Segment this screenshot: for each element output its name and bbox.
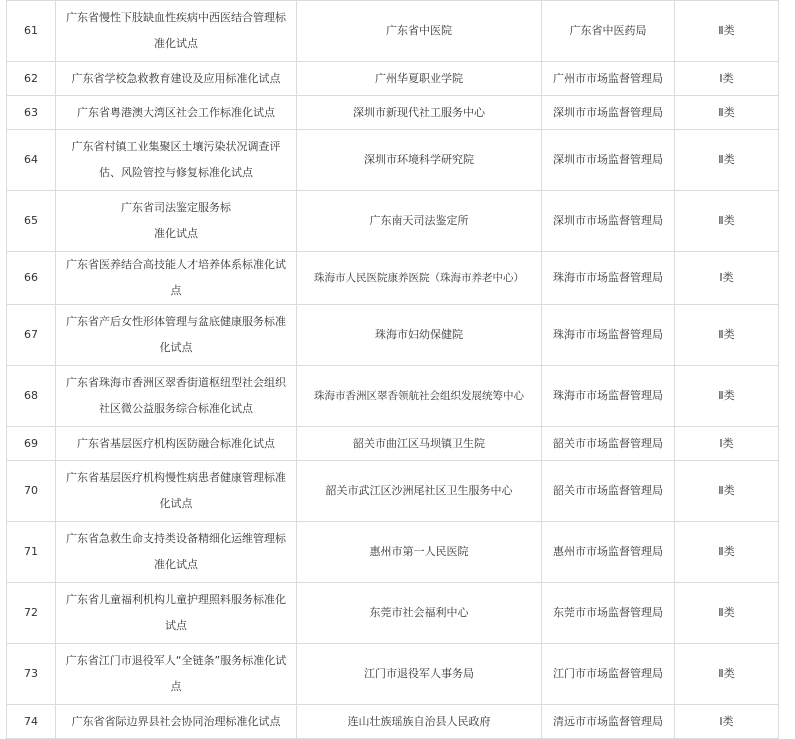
row-number: 65 bbox=[7, 191, 56, 252]
project-name: 广东省基层医疗机构医防融合标准化试点 bbox=[56, 427, 297, 461]
undertaking-unit: 连山壮族瑶族自治县人民政府 bbox=[297, 705, 542, 739]
pilot-projects-table bbox=[6, 0, 779, 739]
project-name: 广东省珠海市香洲区翠香街道枢纽型社会组织社区微公益服务综合标准化试点 bbox=[56, 366, 297, 427]
pilot-category: Ⅱ类 bbox=[675, 96, 779, 130]
pilot-category: Ⅰ类 bbox=[675, 427, 779, 461]
competent-authority: 韶关市市场监督管理局 bbox=[542, 461, 675, 522]
pilot-category: Ⅱ类 bbox=[675, 461, 779, 522]
row-number: 63 bbox=[7, 96, 56, 130]
project-name: 广东省学校急救教育建设及应用标准化试点 bbox=[56, 62, 297, 96]
row-number: 67 bbox=[7, 305, 56, 366]
project-name: 广东省医养结合高技能人才培养体系标准化试点 bbox=[56, 252, 297, 305]
project-name: 广东省村镇工业集聚区土壤污染状况调查评估、风险管控与修复标准化试点 bbox=[56, 130, 297, 191]
competent-authority: 珠海市市场监督管理局 bbox=[542, 366, 675, 427]
project-name: 广东省基层医疗机构慢性病患者健康管理标准化试点 bbox=[56, 461, 297, 522]
project-name: 广东省儿童福利机构儿童护理照料服务标准化试点 bbox=[56, 583, 297, 644]
pilot-category: Ⅰ类 bbox=[675, 62, 779, 96]
pilot-category: Ⅰ类 bbox=[675, 252, 779, 305]
row-number: 74 bbox=[7, 705, 56, 739]
pilot-category: Ⅱ类 bbox=[675, 1, 779, 62]
competent-authority: 惠州市市场监督管理局 bbox=[542, 522, 675, 583]
row-number: 73 bbox=[7, 644, 56, 705]
table-row bbox=[7, 583, 779, 644]
pilot-category: Ⅱ类 bbox=[675, 366, 779, 427]
competent-authority: 广州市市场监督管理局 bbox=[542, 62, 675, 96]
undertaking-unit: 韶关市武江区沙洲尾社区卫生服务中心 bbox=[297, 461, 542, 522]
row-number: 69 bbox=[7, 427, 56, 461]
pilot-category: Ⅱ类 bbox=[675, 583, 779, 644]
undertaking-unit: 珠海市香洲区翠香领航社会组织发展统筹中心 bbox=[297, 366, 542, 427]
project-name: 广东省产后女性形体管理与盆底健康服务标准化试点 bbox=[56, 305, 297, 366]
row-number: 71 bbox=[7, 522, 56, 583]
pilot-category: Ⅰ类 bbox=[675, 705, 779, 739]
undertaking-unit: 广东省中医院 bbox=[297, 1, 542, 62]
table-row bbox=[7, 644, 779, 705]
undertaking-unit: 珠海市人民医院康养医院（珠海市养老中心） bbox=[297, 252, 542, 305]
pilot-category: Ⅱ类 bbox=[675, 305, 779, 366]
table-row bbox=[7, 130, 779, 191]
competent-authority: 江门市市场监督管理局 bbox=[542, 644, 675, 705]
table-row bbox=[7, 96, 779, 130]
row-number: 62 bbox=[7, 62, 56, 96]
pilot-category: Ⅱ类 bbox=[675, 644, 779, 705]
competent-authority: 深圳市市场监督管理局 bbox=[542, 96, 675, 130]
table-row bbox=[7, 522, 779, 583]
competent-authority: 珠海市市场监督管理局 bbox=[542, 305, 675, 366]
row-number: 70 bbox=[7, 461, 56, 522]
row-number: 64 bbox=[7, 130, 56, 191]
competent-authority: 东莞市市场监督管理局 bbox=[542, 583, 675, 644]
competent-authority: 珠海市市场监督管理局 bbox=[542, 252, 675, 305]
undertaking-unit: 东莞市社会福利中心 bbox=[297, 583, 542, 644]
row-number: 61 bbox=[7, 1, 56, 62]
competent-authority: 深圳市市场监督管理局 bbox=[542, 130, 675, 191]
competent-authority: 清远市市场监督管理局 bbox=[542, 705, 675, 739]
competent-authority: 深圳市市场监督管理局 bbox=[542, 191, 675, 252]
table-row bbox=[7, 705, 779, 739]
undertaking-unit: 韶关市曲江区马坝镇卫生院 bbox=[297, 427, 542, 461]
table-row bbox=[7, 191, 779, 252]
project-name: 广东省江门市退役军人“全链条”服务标准化试点 bbox=[56, 644, 297, 705]
project-name: 广东省粤港澳大湾区社会工作标准化试点 bbox=[56, 96, 297, 130]
project-name: 广东省慢性下肢缺血性疾病中西医结合管理标准化试点 bbox=[56, 1, 297, 62]
undertaking-unit: 广东南天司法鉴定所 bbox=[297, 191, 542, 252]
undertaking-unit: 珠海市妇幼保健院 bbox=[297, 305, 542, 366]
row-number: 68 bbox=[7, 366, 56, 427]
pilot-category: Ⅱ类 bbox=[675, 130, 779, 191]
project-name: 广东省急救生命支持类设备精细化运维管理标准化试点 bbox=[56, 522, 297, 583]
table-row bbox=[7, 62, 779, 96]
competent-authority: 韶关市市场监督管理局 bbox=[542, 427, 675, 461]
undertaking-unit: 江门市退役军人事务局 bbox=[297, 644, 542, 705]
pilot-category: Ⅱ类 bbox=[675, 522, 779, 583]
competent-authority: 广东省中医药局 bbox=[542, 1, 675, 62]
table-row bbox=[7, 252, 779, 305]
undertaking-unit: 深圳市新现代社工服务中心 bbox=[297, 96, 542, 130]
project-name: 广东省省际边界县社会协同治理标准化试点 bbox=[56, 705, 297, 739]
undertaking-unit: 深圳市环境科学研究院 bbox=[297, 130, 542, 191]
table-row bbox=[7, 1, 779, 62]
undertaking-unit: 广州华夏职业学院 bbox=[297, 62, 542, 96]
table-row bbox=[7, 427, 779, 461]
table-row bbox=[7, 366, 779, 427]
undertaking-unit: 惠州市第一人民医院 bbox=[297, 522, 542, 583]
table-row bbox=[7, 305, 779, 366]
row-number: 66 bbox=[7, 252, 56, 305]
table-row bbox=[7, 461, 779, 522]
project-name: 广东省司法鉴定服务标准化试点 bbox=[56, 191, 297, 252]
pilot-category: Ⅱ类 bbox=[675, 191, 779, 252]
row-number: 72 bbox=[7, 583, 56, 644]
